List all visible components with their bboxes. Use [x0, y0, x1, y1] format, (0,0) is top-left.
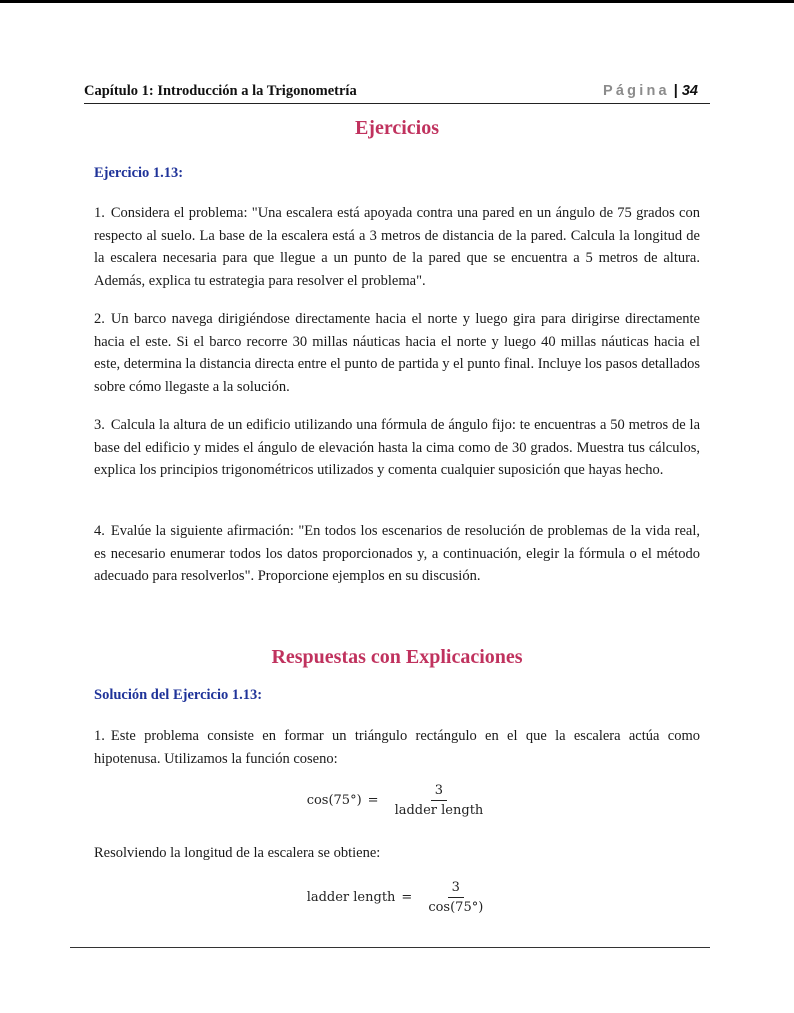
footer-rule [70, 947, 710, 948]
resolve-text: Resolviendo la longitud de la escalera se obtiene: [94, 845, 381, 861]
exercise-item-number: 2. [94, 311, 105, 327]
solution-item-text: Este problema consiste en formar un triángulo rectángulo en el que la escalera actúa como hipotenusa. Utilizamos la función coseno: [94, 728, 700, 767]
exercise-item-number: 4. [94, 523, 105, 539]
page-indicator [603, 83, 698, 99]
exercise-item-3 [94, 414, 700, 482]
fraction-denominator: ladder length [394, 803, 484, 818]
exercise-item-number: 3. [94, 417, 105, 433]
exercise-item-number: 1. [94, 205, 105, 221]
exercise-item-4 [94, 520, 700, 588]
solution-item-1 [94, 725, 700, 770]
solution-item-number: 1. [94, 728, 105, 744]
exercise-item-text: Calcula la altura de un edificio utilizando una fórmula de ángulo fijo: te encuentras a 50 metros de la base del edificio y mides el ángulo de elevación hasta la cima como de 30 grados. Muestra tus cálculos, explica los principios trigonométricos utilizados y comenta cualquier suposición que hayas hecho. [94, 417, 700, 478]
fraction-numerator: 3 [431, 783, 447, 801]
page-number: 34 [681, 83, 698, 99]
answers-heading: Respuestas con Explicaciones [271, 646, 523, 668]
exercise-subtitle: Ejercicio 1.13: [94, 165, 184, 181]
page-separator: | [673, 83, 678, 99]
cosine-formula [0, 783, 794, 818]
formula-fraction [391, 783, 488, 818]
ladder-length-formula [0, 880, 794, 915]
exercise-item-2 [94, 308, 700, 398]
formula-fraction [424, 880, 487, 915]
formula-lhs: ladder length [306, 890, 396, 905]
page-word: Página [603, 83, 670, 99]
exercise-item-1 [94, 202, 700, 292]
exercises-heading: Ejercicios [354, 117, 440, 139]
solution-subtitle: Solución del Ejercicio 1.13: [94, 687, 263, 703]
formula-equals: = [401, 890, 413, 905]
fraction-denominator: cos(75°) [428, 900, 484, 915]
chapter-title: Capítulo 1: Introducción a la Trigonometría [84, 83, 357, 99]
formula-equals: = [367, 793, 379, 808]
formula-lhs: cos(75°) [306, 793, 362, 808]
exercise-item-text: Un barco navega dirigiéndose directamente hacia el norte y luego gira para dirigirse directamente hacia el este. Si el barco recorre 30 millas náuticas hacia el norte y luego 40 millas náuticas hacia el este, determina la distancia directa entre el punto de partida y el punto final. Incluye los pasos detallados sobre cómo llegaste a la solución. [94, 311, 700, 395]
exercise-item-text: Considera el problema: "Una escalera está apoyada contra una pared en un ángulo de 75 grados con respecto al suelo. La base de la escalera está a 3 metros de distancia de la pared. Calcula la longitud de la escalera necesaria para que llegue a un punto de la pared que se encuentra a 5 metros de altura. Además, explica tu estrategia para resolver el problema". [94, 205, 700, 289]
page-header [84, 81, 710, 104]
top-border [0, 0, 794, 3]
exercise-item-text: Evalúe la siguiente afirmación: "En todos los escenarios de resolución de problemas de la vida real, es necesario enumerar todos los datos proporcionados y, a continuación, elegir la fórmula o el método adecuado para resolverlos". Proporcione ejemplos en su discusión. [94, 523, 700, 584]
fraction-numerator: 3 [448, 880, 464, 898]
